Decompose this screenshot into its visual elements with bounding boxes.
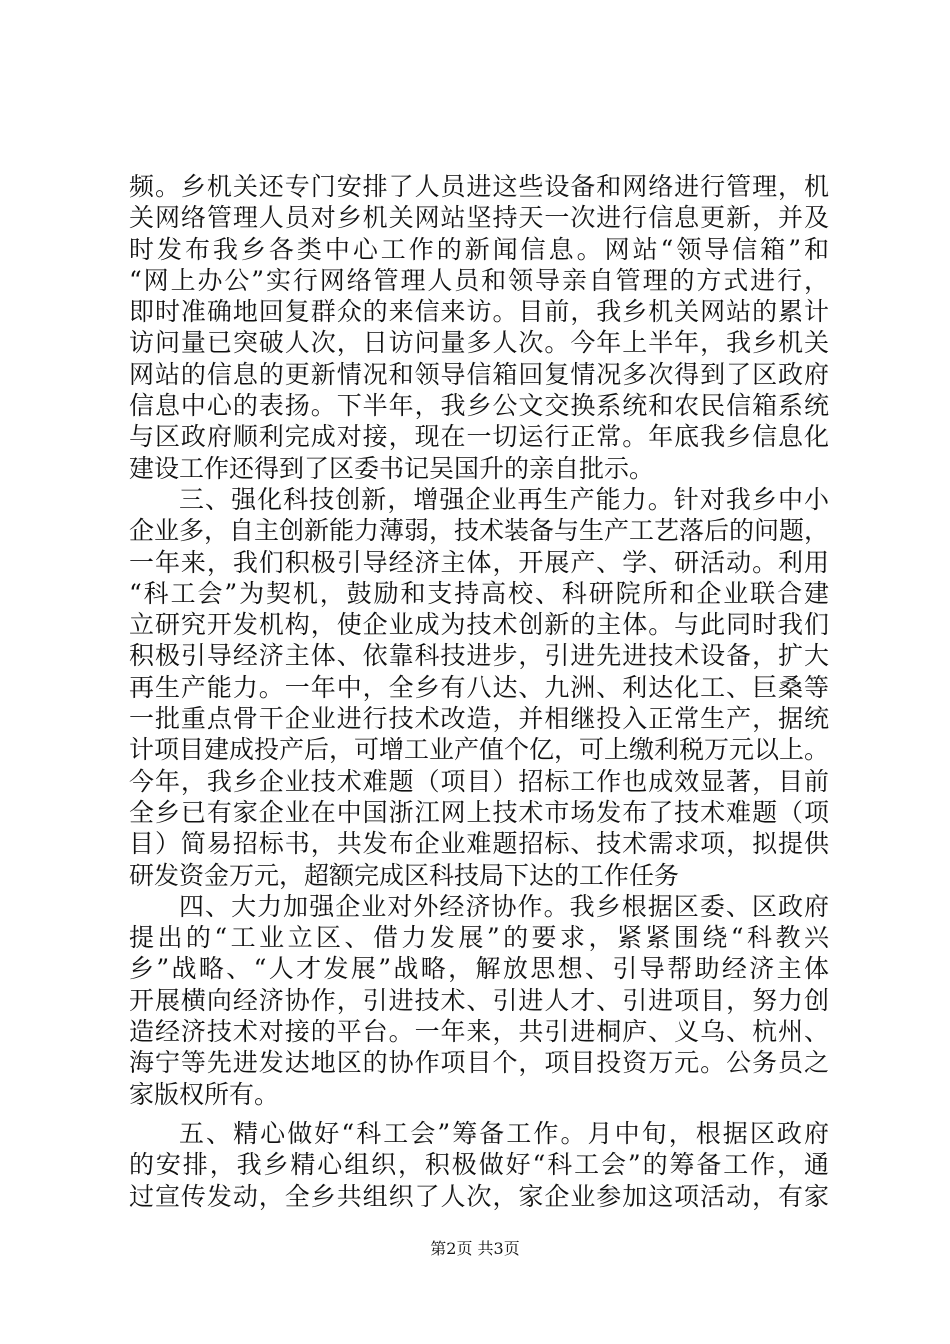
text-line: 开展横向经济协作，引进技术、引进人才、引进项目，努力创 (129, 985, 829, 1015)
text-line: 的安排，我乡精心组织，积极做好“科工会”的筹备工作，通 (129, 1150, 829, 1180)
text-line: 与区政府顺利完成对接，现在一切运行正常。年底我乡信息化 (129, 422, 829, 452)
text-line: 频。乡机关还专门安排了人员进这些设备和网络进行管理，机 (129, 172, 829, 201)
text-line: “网上办公”实行网络管理人员和领导亲自管理的方式进行， (129, 265, 829, 295)
text-line: 关网络管理人员对乡机关网站坚持天一次进行信息更新，并及 (129, 203, 829, 233)
text-line: 立研究开发机构，使企业成为技术创新的主体。与此同时我们 (129, 610, 829, 640)
text-line: 建设工作还得到了区委书记吴国升的亲自批示。 (129, 453, 655, 483)
text-line: 企业多，自主创新能力薄弱，技术装备与生产工艺落后的问题， (129, 516, 830, 546)
text-line: 一批重点骨干企业进行技术改造，并相继投入正常生产，据统 (129, 704, 829, 734)
paragraph-gap (129, 1110, 829, 1118)
paragraph (129, 1118, 829, 1212)
paragraph (129, 484, 829, 891)
text-line: 海宁等先进发达地区的协作项目个，项目投资万元。公务员之 (129, 1048, 829, 1078)
text-line: 时发布我乡各类中心工作的新闻信息。网站“领导信箱”和 (129, 234, 829, 264)
text-line: 四、大力加强企业对外经济协作。我乡根据区委、区政府 (179, 891, 829, 921)
text-line: 家版权所有。 (129, 1079, 280, 1109)
text-line: 五、精心做好“科工会”筹备工作。月中旬，根据区政府 (179, 1118, 829, 1148)
paragraph (129, 891, 829, 1110)
text-line: 提出的“工业立区、借力发展”的要求，紧紧围绕“科教兴 (129, 923, 829, 953)
text-line: 三、强化科技创新，增强企业再生产能力。针对我乡中小 (179, 484, 829, 514)
text-line: 再生产能力。一年中，全乡有八达、九洲、利达化工、巨桑等 (129, 672, 829, 702)
text-line: 今年，我乡企业技术难题（项目）招标工作也成效显著，目前 (129, 766, 829, 796)
text-line: 研发资金万元，超额完成区科技局下达的工作任务 (129, 860, 680, 890)
text-line: 全乡已有家企业在中国浙江网上技术市场发布了技术难题（项 (129, 797, 829, 827)
body-text (129, 171, 829, 1212)
text-line: 访问量已突破人次，日访问量多人次。今年上半年，我乡机关 (129, 328, 829, 358)
paragraph (129, 171, 829, 484)
text-line: 信息中心的表扬。下半年，我乡公文交换系统和农民信箱系统 (129, 391, 829, 421)
text-line: 计项目建成投产后，可增工业产值个亿，可上缴利税万元以上。 (129, 735, 830, 765)
text-line: 网站的信息的更新情况和领导信箱回复情况多次得到了区政府 (129, 359, 829, 389)
text-line: 乡”战略、“人才发展”战略，解放思想、引导帮助经济主体 (129, 954, 829, 984)
text-line: 一年来，我们积极引导经济主体，开展产、学、研活动。利用 (129, 547, 829, 577)
text-line: 积极引导经济主体、依靠科技进步，引进先进技术设备，扩大 (129, 641, 829, 671)
text-line: 过宣传发动，全乡共组织了人次，家企业参加这项活动，有家 (129, 1181, 829, 1211)
text-line: 造经济技术对接的平台。一年来，共引进桐庐、义乌、杭州、 (129, 1017, 829, 1047)
text-line: “科工会”为契机，鼓励和支持高校、科研院所和企业联合建 (129, 578, 829, 608)
page-footer: 第2页 共3页 (430, 1239, 520, 1258)
text-line: 即时准确地回复群众的来信来访。目前，我乡机关网站的累计 (129, 297, 829, 327)
text-line: 目）简易招标书，共发布企业难题招标、技术需求项，拟提供 (129, 829, 829, 859)
